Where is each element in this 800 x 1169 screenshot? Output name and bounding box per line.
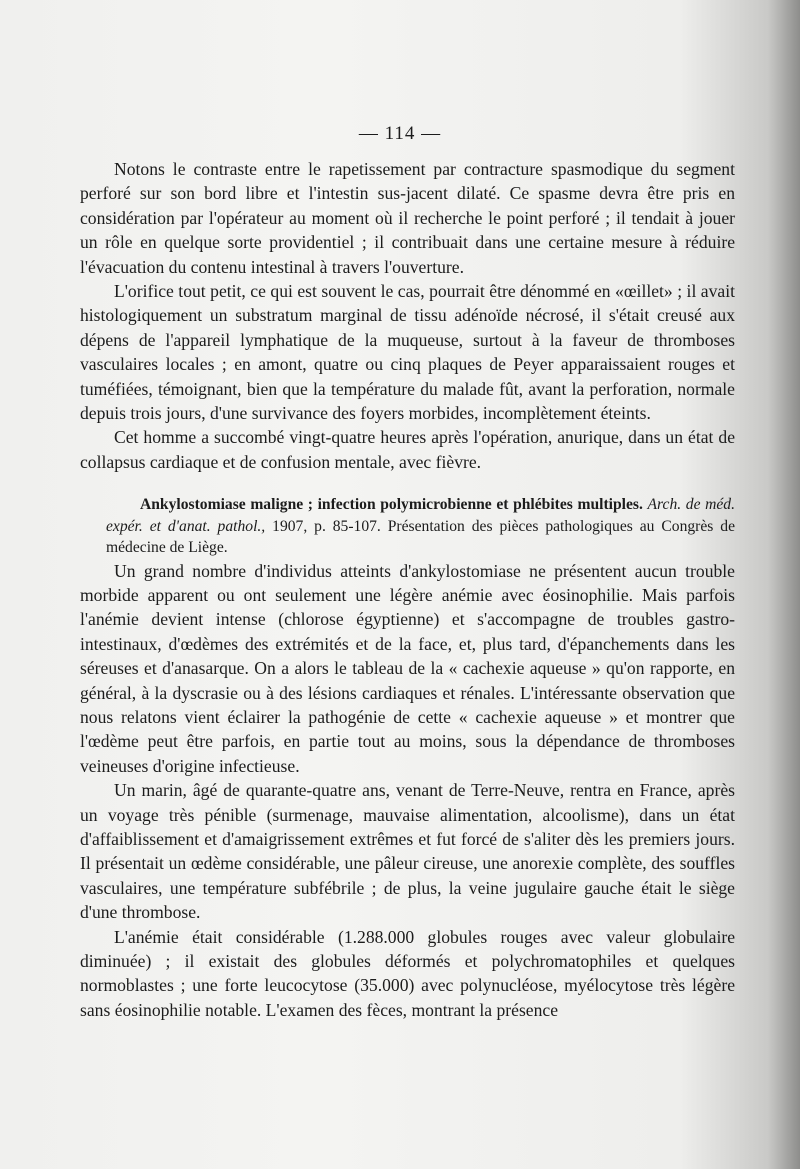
- paragraph: L'orifice tout petit, ce qui est souvent le cas, pourrait être dénommé en «œillet» ; il avait histologiquement un substratum marginal de tissu adénoïde nécrosé, il s'était creusé aux dépens de l'appareil lymphatique de la muqueuse, surtout à la faveur de thromboses vasculaires locales ; en amont, quatre ou cinq plaques de Peyer apparaissaient rouges et tuméfiées, témoignant, bien que la température du malade fût, avant la perforation, normale depuis trois jours, d'une survivance des foyers morbides, incomplètement éteints.: [80, 281, 735, 424]
- reference-title: Ankylostomiase maligne ; infection polymicrobienne et phlébites multiples.: [140, 496, 643, 514]
- body-text: [80, 157, 735, 1022]
- paragraph: Un grand nombre d'individus atteints d'ankylostomiase ne présentent aucun trouble morbide apparent ou ont seulement une légère anémie avec éosinophilie. Mais parfois l'anémie devient intense (chlorose égyptienne) et s'accompagne de troubles gastro-intestinaux, d'œdèmes des extrémités et de la face, et, plus tard, d'épanchements dans les séreuses et d'anasarque. On a alors le tableau de la « cachexie aqueuse » qu'on rapporte, en général, à la dyscrasie ou à des lésions cardiaques et rénales. L'intéressante observation que nous relatons vient éclairer la pathogénie de cette « cachexie aqueuse » et montrer que l'œdème peut être parfois, en partie tout au moins, sous la dépendance de thromboses veineuses d'origine infectieuse.: [80, 560, 735, 776]
- paragraph: L'anémie était considérable (1.288.000 globules rouges avec valeur globulaire diminuée) ; il existait des globules déformés et polychromatophiles et quelques normoblastes ; une forte leucocytose (35.000) avec polynucléose, myélocytose très légère sans éosinophilie notable. L'examen des fèces, montrant la présence: [80, 926, 735, 1020]
- paragraph: Cet homme a succombé vingt-quatre heures après l'opération, anurique, dans un état de collapsus cardiaque et de confusion mentale, avec fièvre.: [80, 427, 735, 472]
- bibliographic-reference: [80, 494, 735, 558]
- reference-details: 1907, p. 85-107. Présentation des pièces pathologiques au Congrès de médecine de Liège.: [106, 517, 735, 557]
- page-number: — 114 —: [358, 123, 442, 144]
- paragraph: Notons le contraste entre le rapetissement par contracture spasmodique du segment perforé sur son bord libre et l'intestin sus-jacent dilaté. Ce spasme devra être pris en considération par l'opérateur au moment où il recherche le point perforé ; il tendait à jouer un rôle en quelque sorte providentiel ; il contribuait dans une certaine mesure à réduire l'évacuation du contenu intestinal à travers l'ouverture.: [80, 159, 735, 277]
- reference-journal: Arch. de méd. expér. et d'anat. pathol.,: [106, 496, 735, 535]
- paragraph: Un marin, âgé de quarante-quatre ans, venant de Terre-Neuve, rentra en France, après un voyage très pénible (surmenage, mauvaise alimentation, alcoolisme), dans un état d'affaiblissement et d'amaigrissement extrêmes et fut forcé de s'aliter dès les premiers jours. Il présentait un œdème considérable, une pâleur cireuse, une anorexie complète, des souffles vasculaires, une température subfébrile ; de plus, la veine jugulaire gauche était le siège d'une thrombose.: [80, 780, 735, 923]
